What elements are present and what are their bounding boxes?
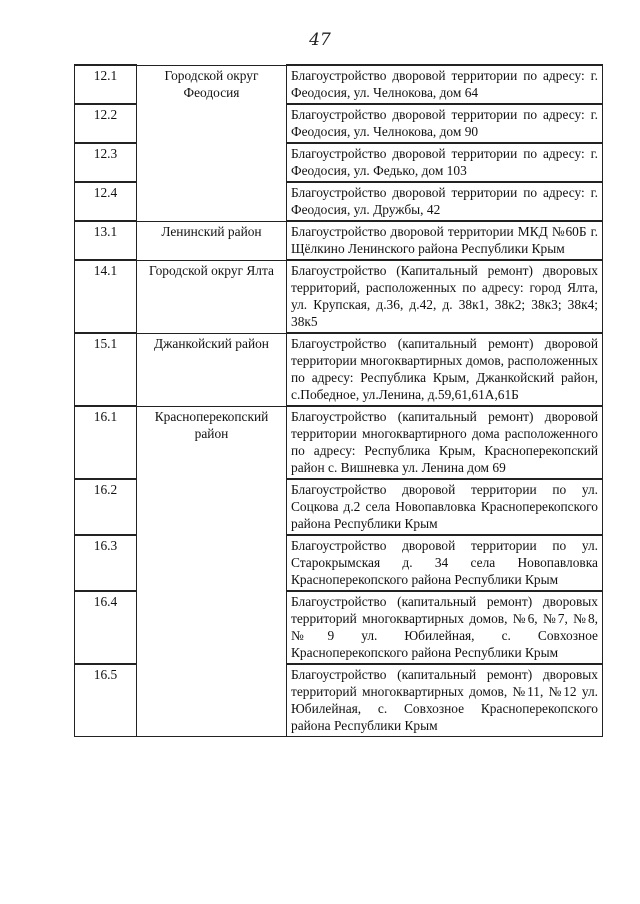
municipality-cell: Красноперекопский район <box>137 406 287 479</box>
row-number: 16.5 <box>75 664 137 737</box>
row-number: 15.1 <box>75 333 137 406</box>
description-cell: Благоустройство (капитальный ремонт) дворовой территории многоквартирных домов, расположенных по адресу: Республика Крым, Джанкойский район, с.Победное, ул.Ленина, д.59,61,61А,61Б <box>287 333 603 406</box>
row-number: 12.3 <box>75 143 137 182</box>
description-cell: Благоустройство (капитальный ремонт) дворовой территории многоквартирного дома расположенного по адресу: Республика Крым, Красноперекопский район с. Вишневка ул. Ленина дом 69 <box>287 406 603 479</box>
row-number: 12.1 <box>75 65 137 104</box>
municipality-cell: Ленинский район <box>137 221 287 260</box>
municipality-cell <box>137 535 287 591</box>
municipality-cell: Джанкойский район <box>137 333 287 406</box>
description-cell: Благоустройство дворовой территории по адресу: г. Феодосия, ул. Федько, дом 103 <box>287 143 603 182</box>
description-cell: Благоустройство дворовой территории МКД №60Б г. Щёлкино Ленинского района Республики Крым <box>287 221 603 260</box>
municipality-cell: Городской округ Ялта <box>137 260 287 333</box>
objects-table <box>74 64 603 737</box>
description-cell: Благоустройство (Капитальный ремонт) дворовых территорий, расположенных по адресу: город Ялта, ул. Крупская, д.36, д.42, д. 38к1, 38к2; 38к3; 38к4; 38к5 <box>287 260 603 333</box>
table-row <box>75 406 603 479</box>
row-number: 13.1 <box>75 221 137 260</box>
municipality-cell <box>137 143 287 182</box>
row-number: 12.2 <box>75 104 137 143</box>
table-row <box>75 104 603 143</box>
table-row <box>75 664 603 737</box>
row-number: 16.1 <box>75 406 137 479</box>
municipality-cell <box>137 591 287 664</box>
row-number: 16.3 <box>75 535 137 591</box>
row-number: 12.4 <box>75 182 137 221</box>
description-cell: Благоустройство дворовой территории по адресу: г. Феодосия, ул. Дружбы, 42 <box>287 182 603 221</box>
municipality-cell <box>137 104 287 143</box>
description-cell: Благоустройство (капитальный ремонт) дворовых территорий многоквартирных домов, №6, №7, №8, №9 ул. Юбилейная, с. Совхозное Красноперекопского района Республики Крым <box>287 591 603 664</box>
table-row <box>75 333 603 406</box>
table-row <box>75 260 603 333</box>
table-row <box>75 479 603 535</box>
table-row <box>75 535 603 591</box>
row-number: 16.4 <box>75 591 137 664</box>
description-cell: Благоустройство дворовой территории по ул. Старокрымская д. 34 села Новопавловка Красноперекопского района Республики Крым <box>287 535 603 591</box>
table-row <box>75 591 603 664</box>
table-row <box>75 221 603 260</box>
municipality-cell: Городской округ Феодосия <box>137 65 287 104</box>
description-cell: Благоустройство дворовой территории по адресу: г. Феодосия, ул. Челнокова, дом 64 <box>287 65 603 104</box>
description-cell: Благоустройство дворовой территории по ул. Соцкова д.2 села Новопавловка Красноперекопского района Республики Крым <box>287 479 603 535</box>
page-number: 47 <box>309 30 331 50</box>
description-cell: Благоустройство дворовой территории по адресу: г. Феодосия, ул. Челнокова, дом 90 <box>287 104 603 143</box>
municipality-cell <box>137 182 287 221</box>
row-number: 16.2 <box>75 479 137 535</box>
table-row <box>75 182 603 221</box>
description-cell: Благоустройство (капитальный ремонт) дворовых территорий многоквартирных домов, №11, №12 ул. Юбилейная, с. Совхозное Красноперекопского района Республики Крым <box>287 664 603 737</box>
row-number: 14.1 <box>75 260 137 333</box>
table-row <box>75 65 603 104</box>
municipality-cell <box>137 479 287 535</box>
municipality-cell <box>137 664 287 737</box>
table-row <box>75 143 603 182</box>
